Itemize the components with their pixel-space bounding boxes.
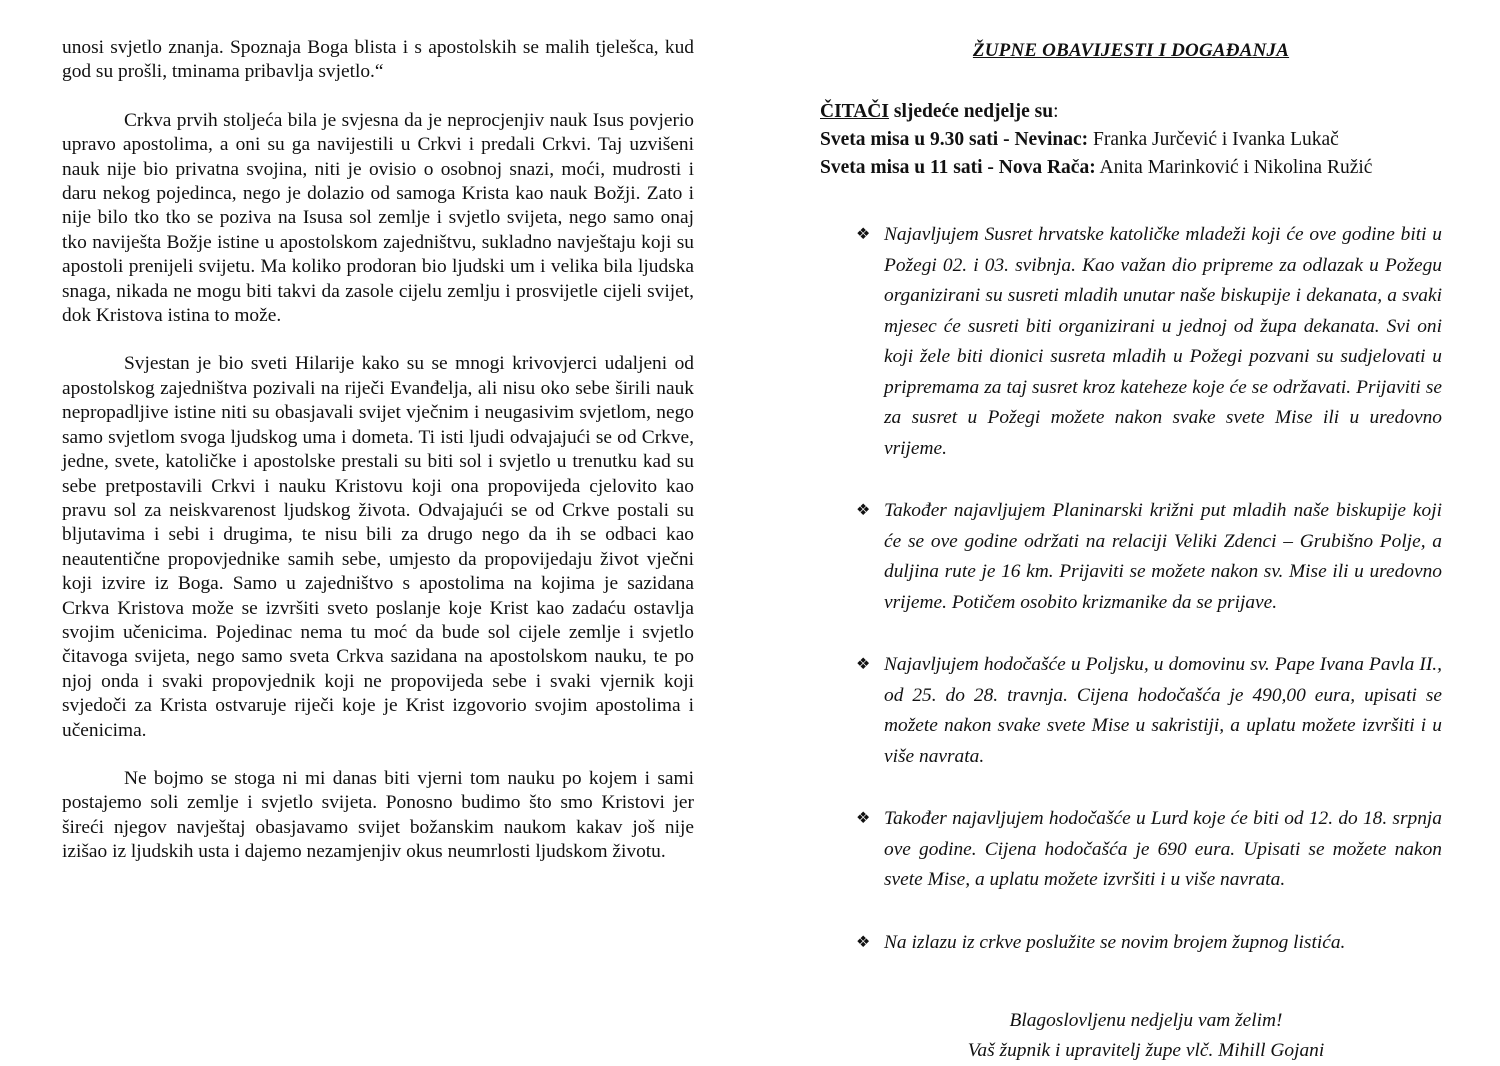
mass-reader-names: Franka Jurčević i Ivanka Lukač	[1088, 129, 1339, 150]
diamond-bullet-icon: ❖	[856, 810, 871, 827]
article-paragraph: Svjestan je bio sveti Hilarije kako su se mnogi krivovjerci udaljeni od apostolskog zajedništva pozivali na riječi Evanđelja, ali nisu oko sebe širili nauk nepropadljive istine niti su obasjavali svijet vječnim i neugasivim svjetlom, nego samo svjetlom svoga ljudskog uma i dometa. Ti isti ljudi odvajajući se od Crkve, jedne, svete, katoličke i apostolske prestali su biti sol i svjetlo u trenutku kad su sebe pretpostavili Crkvi i nauku Kristovu koji ona propovijeda cjelovito kao pravu sol za neiskvarenost ljudskog života. Odvajajući se od Crkve postali su bljutavima i sebi i drugima, te nisu bili za drugo nego da ih se odbaci kao neautentične propovjednike samih sebe, umjesto da propovijedaju život vječni koji izvire iz Boga. Samo u zajedništvo s apostolima na kojima je sazidana Crkva Kristova može se izvršiti sveto poslanje koje Krist kao zadaću ostavlja svojim učenicima. Pojedinac nema tu moć da bude sol cijele zemlje i svjetlo čitavoga svijeta, nego samo sveta Crkva sazidana na apostolskom nauku, te po njoj onda i svaki propovjednik koji ne propovijeda sebe i svaki vjernik koji svjedoči za Krista ostvaruje riječi koje je Krist izgovorio svojim apostolima i učenicima.	[62, 353, 694, 741]
mass-label: Sveta misa u 9.30 sati - Nevinac:	[820, 129, 1089, 150]
readers-colon: :	[1053, 101, 1059, 122]
diamond-bullet-icon: ❖	[856, 933, 871, 951]
diamond-bullet-icon: ❖	[856, 226, 871, 243]
mass-readers-row	[820, 154, 1442, 182]
article-column	[62, 36, 694, 889]
mass-reader-names: Anita Marinković i Nikolina Ružić	[1095, 157, 1373, 178]
notice-text: Najavljujem hodočašće u Poljsku, u domovinu sv. Pape Ivana Pavla II., od 25. do 28. travnja. Cijena hodočašća je 490,00 eura, upisati se možete nakon svake svete Mise u sakristiji, a uplatu možete izvršiti i u više navrata.	[884, 654, 1442, 767]
notice-text: Također najavljujem Planinarski križni put mladih naše biskupije koji će se ove godine održati na relaciji Veliki Zdenci – Grubišno Polje, a duljina rute je 16 km. Prijaviti se možete nakon sv. Mise ili u uredovno vrijeme. Potičem osobito krizmanike da se prijave.	[884, 500, 1442, 613]
readers-label: ČITAČI	[820, 101, 889, 122]
mass-readers-row	[820, 126, 1442, 154]
notice-item	[820, 496, 1442, 618]
notice-text: Najavljujem Susret hrvatske katoličke mladeži koji će ove godine biti u Požegi 02. i 03. svibnja. Kao važan dio pripreme za odlazak u Požegu organizirani su susreti mladih unutar naše biskupije i dekanata, a svaki mjesec će susreti biti organizirani u jednoj od župa dekanata. Svi oni koji žele biti dionici susreta mladih u Požegi pozvani su sudjelovati u pripremama za taj susret kroz kateheze koje će se održavati. Prijaviti se za susret u Požegi možete nakon svake svete Mise ili u uredovno vrijeme.	[884, 224, 1442, 459]
article-paragraph: unosi svjetlo znanja. Spoznaja Boga blista i s apostolskih se malih tjelešca, kud god su prošli, tminama pribavlja svjetlo.“	[62, 37, 694, 83]
notice-text: Također najavljujem hodočašće u Lurd koje će biti od 12. do 18. srpnja ove godine. Cijena hodočašća je 690 eura. Upisati se možete nakon svete Mise, a uplatu možete izvršiti i u više navrata.	[884, 808, 1442, 890]
announcements-heading: ŽUPNE OBAVIJESTI I DOGAĐANJA	[972, 40, 1290, 61]
notices-list	[820, 220, 1442, 958]
notice-item	[820, 220, 1442, 464]
article-paragraph: Crkva prvih stoljeća bila je svjesna da je neprocjenjiv nauk Isus povjerio upravo apostolima, a oni su ga navijestili u Crkvi i predali Crkvi. Taj uzvišeni nauk nije bio privatna svojina, niti je ovisio o osobnoj snazi, moći, mudrosti i daru nekog pojedinca, nego je dolazio od samoga Krista kao nauk Božji. Zato i nije bilo tko tko se poziva na Isusa sol zemlje i svjetlo svijeta, nego samo onaj tko naviješta Božje istine u apostolskom zajedništvu, sukladno navještaju koji su apostoli prenijeli svijetu. Ma koliko prodoran bio ljudski um i velika bila ljudska snaga, nikada ne mogu biti takvi da zasole cijelu zemlju i prosvijetle cijeli svijet, dok Kristova istina to može.	[62, 109, 694, 327]
closing-block	[820, 1006, 1442, 1066]
notice-item	[820, 650, 1442, 772]
notice-text: Na izlazu iz crkve poslužite se novim brojem župnog listića.	[884, 931, 1346, 953]
signature-text: Vaš župnik i upravitelj župe vlč. Mihill Gojani	[967, 1040, 1325, 1061]
blessing-text: Blagoslovljenu nedjelju vam želim!	[1009, 1010, 1283, 1031]
article-paragraph: Ne bojmo se stoga ni mi danas biti vjerni tom nauku po kojem i sami postajemo soli zemlje i svjetlo svijeta. Ponosno budimo što smo Kristovi jer šireći njegov navještaj obasjavamo svijet božanskim naukom kakav još nije izišao iz ljudskih usta i dajemo nezamjenjiv okus neumrlosti ljudskom životu.	[62, 767, 694, 863]
diamond-bullet-icon: ❖	[856, 502, 871, 519]
announcements-column	[820, 38, 1442, 1066]
readers-intro	[820, 98, 1442, 126]
notice-item	[820, 804, 1442, 896]
notice-item	[820, 928, 1442, 959]
readers-section	[820, 98, 1442, 182]
readers-label-suffix: sljedeće nedjelje su	[888, 101, 1054, 122]
diamond-bullet-icon: ❖	[856, 656, 871, 673]
mass-label: Sveta misa u 11 sati - Nova Rača:	[820, 157, 1096, 178]
